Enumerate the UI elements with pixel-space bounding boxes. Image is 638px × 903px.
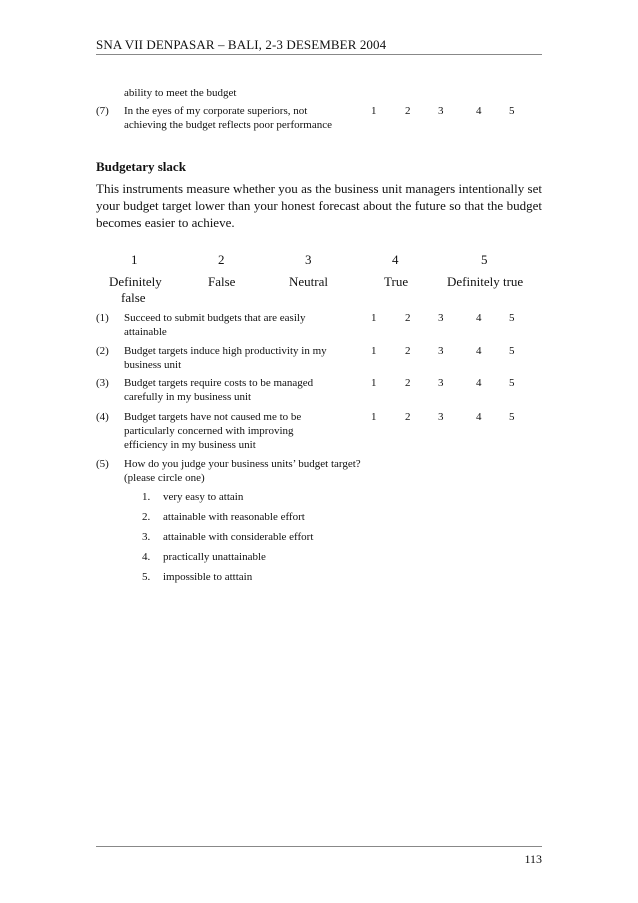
scale-label-definitely-false-line2: false bbox=[121, 290, 146, 305]
scale-option-2[interactable]: 2 bbox=[405, 345, 411, 357]
scale-option-3[interactable]: 3 bbox=[438, 345, 444, 357]
scale-number-4: 4 bbox=[392, 252, 399, 267]
option-text: very easy to attain bbox=[163, 491, 244, 503]
scale-label-neutral: Neutral bbox=[289, 274, 328, 289]
item-number: (5) bbox=[96, 458, 109, 470]
item-text-line: Budget targets require costs to be managed bbox=[124, 377, 314, 389]
item-number: (1) bbox=[96, 312, 109, 324]
page-number: 113 bbox=[524, 852, 542, 866]
item-text-line: Budget targets have not caused me to be bbox=[124, 411, 302, 423]
item-text-line: achieving the budget reflects poor performance bbox=[124, 119, 332, 131]
scale-option-1[interactable]: 1 bbox=[371, 377, 377, 389]
option-number: 2. bbox=[142, 511, 151, 523]
scale-number-2: 2 bbox=[218, 252, 225, 267]
scale-option-1[interactable]: 1 bbox=[371, 312, 377, 324]
scale-number-1: 1 bbox=[131, 252, 138, 267]
scale-option-4[interactable]: 4 bbox=[476, 105, 482, 117]
scale-label-definitely-true: Definitely true bbox=[447, 274, 524, 289]
scale-option-5[interactable]: 5 bbox=[509, 312, 515, 324]
scale-option-1[interactable]: 1 bbox=[371, 105, 377, 117]
scale-option-1[interactable]: 1 bbox=[371, 345, 377, 357]
scale-option-2[interactable]: 2 bbox=[405, 411, 411, 423]
item-text-line: efficiency in my business unit bbox=[124, 439, 256, 451]
scale-option-3[interactable]: 3 bbox=[438, 312, 444, 324]
footer-divider bbox=[96, 846, 542, 847]
section-description: This instruments measure whether you as the business unit managers intentionally set your budget target lower than your honest forecast about the future so that the budget becomes easier to achieve. bbox=[96, 181, 542, 230]
header-divider bbox=[96, 54, 542, 55]
item-text-line: In the eyes of my corporate superiors, not bbox=[124, 105, 308, 117]
scale-option-4[interactable]: 4 bbox=[476, 345, 482, 357]
scale-option-5[interactable]: 5 bbox=[509, 411, 515, 423]
item-number: (3) bbox=[96, 377, 109, 389]
option-text: attainable with reasonable effort bbox=[163, 511, 305, 523]
option-number: 3. bbox=[142, 531, 151, 543]
item-text-line: Budget targets induce high productivity in my bbox=[124, 345, 327, 357]
scale-option-2[interactable]: 2 bbox=[405, 312, 411, 324]
scale-option-1[interactable]: 1 bbox=[371, 411, 377, 423]
page-header: SNA VII DENPASAR – BALI, 2-3 DESEMBER 2004 bbox=[96, 37, 387, 52]
scale-option-3[interactable]: 3 bbox=[438, 411, 444, 423]
option-text: practically unattainable bbox=[163, 551, 266, 563]
scale-option-5[interactable]: 5 bbox=[509, 345, 515, 357]
item-text-line: attainable bbox=[124, 326, 167, 338]
scale-label-false: False bbox=[208, 274, 236, 289]
scale-label-true: True bbox=[384, 274, 409, 289]
item-text-line: particularly concerned with improving bbox=[124, 425, 294, 437]
option-text: attainable with considerable effort bbox=[163, 531, 314, 543]
section-title: Budgetary slack bbox=[96, 159, 186, 174]
scale-option-4[interactable]: 4 bbox=[476, 312, 482, 324]
item-number: (7) bbox=[96, 105, 109, 117]
scale-option-3[interactable]: 3 bbox=[438, 377, 444, 389]
scale-option-4[interactable]: 4 bbox=[476, 377, 482, 389]
scale-number-3: 3 bbox=[305, 252, 312, 267]
scale-option-3[interactable]: 3 bbox=[438, 105, 444, 117]
item-text-line: carefully in my business unit bbox=[124, 391, 252, 403]
scale-number-5: 5 bbox=[481, 252, 488, 267]
item-text-line: How do you judge your business units’ budget target? bbox=[124, 458, 361, 470]
continuation-text: ability to meet the budget bbox=[124, 87, 237, 99]
option-number: 1. bbox=[142, 491, 151, 503]
item-number: (4) bbox=[96, 411, 109, 423]
scale-option-4[interactable]: 4 bbox=[476, 411, 482, 423]
scale-label-definitely-false: Definitely bbox=[109, 274, 162, 289]
scale-option-2[interactable]: 2 bbox=[405, 105, 411, 117]
option-number: 4. bbox=[142, 551, 151, 563]
option-text: impossible to atttain bbox=[163, 571, 253, 583]
option-number: 5. bbox=[142, 571, 151, 583]
scale-option-2[interactable]: 2 bbox=[405, 377, 411, 389]
item-text-line: (please circle one) bbox=[124, 472, 205, 484]
item-text-line: Succeed to submit budgets that are easily bbox=[124, 312, 306, 324]
item-text-line: business unit bbox=[124, 359, 182, 371]
scale-option-5[interactable]: 5 bbox=[509, 105, 515, 117]
item-number: (2) bbox=[96, 345, 109, 357]
scale-option-5[interactable]: 5 bbox=[509, 377, 515, 389]
